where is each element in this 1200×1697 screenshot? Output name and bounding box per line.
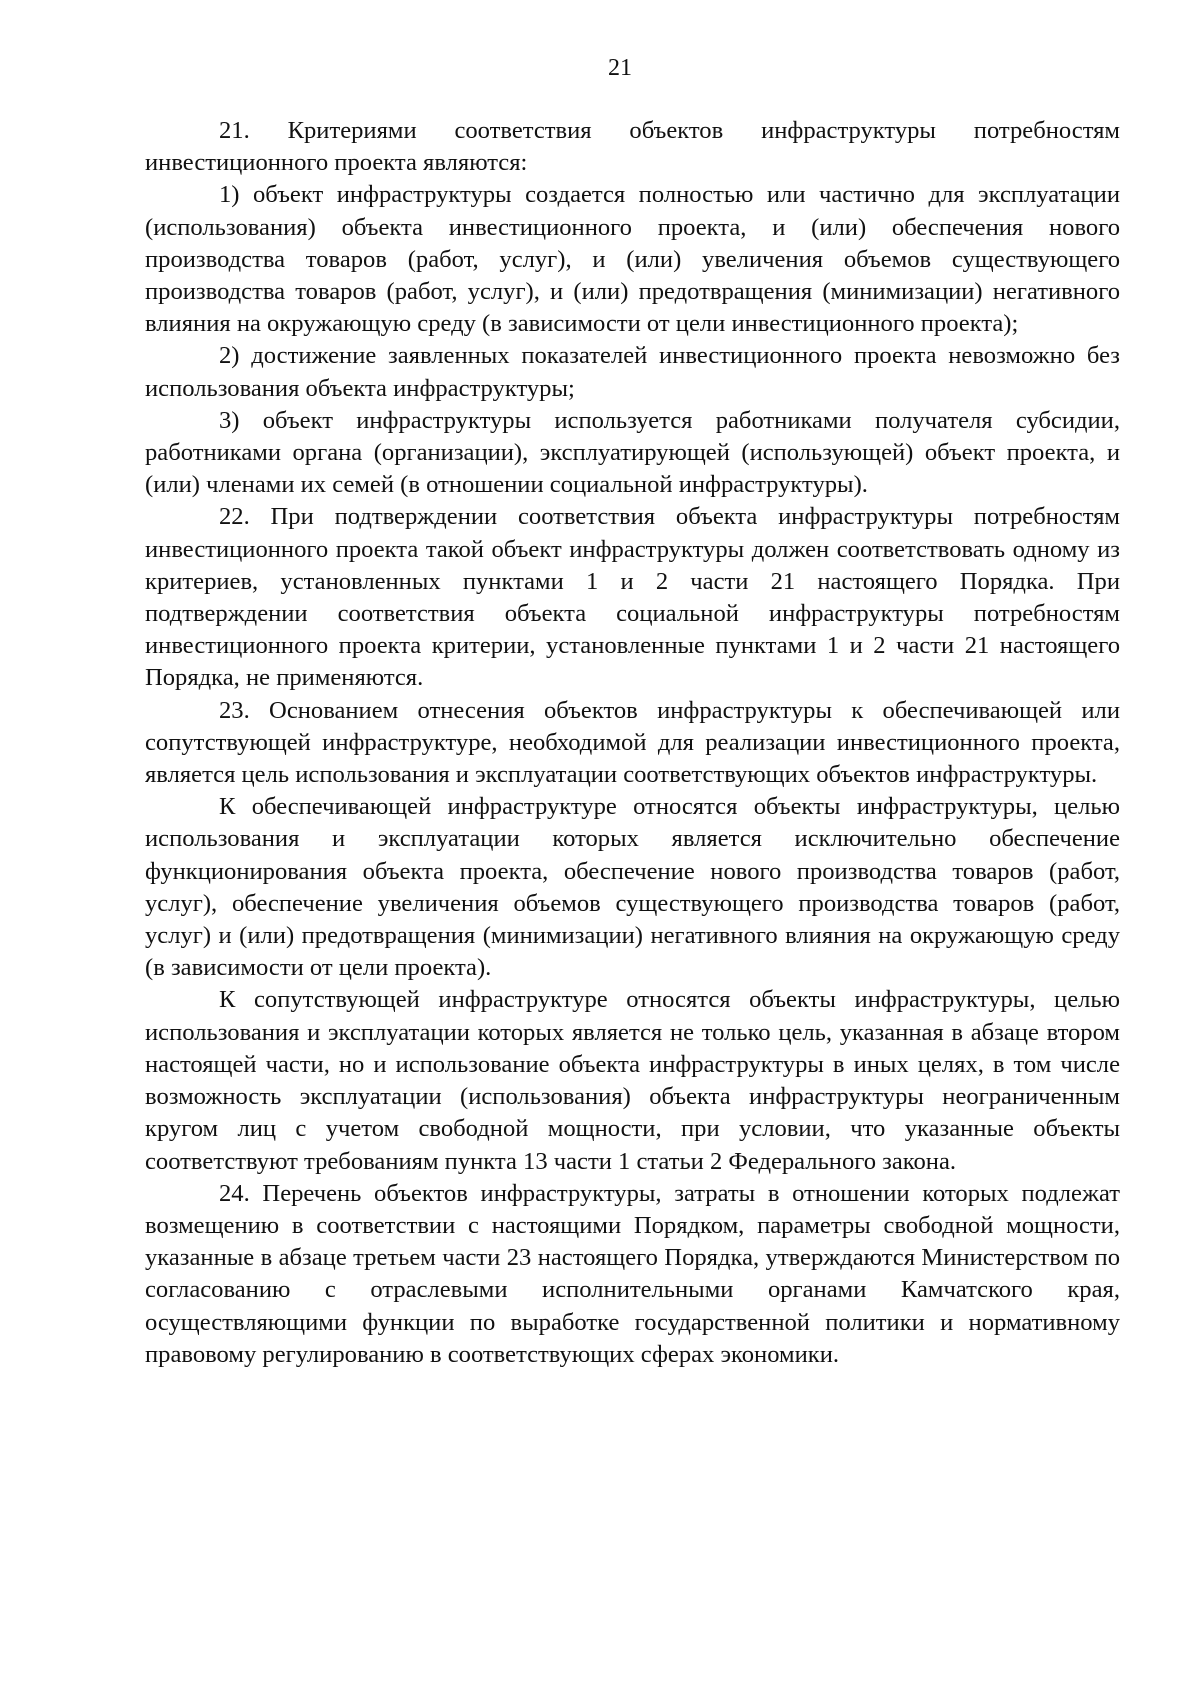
- paragraph-23-supporting-infrastructure: К обеспечивающей инфраструктуре относятся объекты инфраструктуры, целью использования и эксплуатации которых является исключительно обеспечение функционирования объекта проекта, обеспечение нового производства товаров (работ, услуг), обеспечение увеличения объемов существующего производства товаров (работ, услуг) и (или) предотвращения (минимизации) негативного влияния на окружающую среду (в зависимости от цели проекта).: [145, 793, 1120, 982]
- paragraph-22: 22. При подтверждении соответствия объекта инфраструктуры потребностям инвестиционного проекта такой объект инфраструктуры должен соответствовать одному из критериев, установленных пунктами 1 и 2 части 21 настоящего Порядка. При подтверждении соответствия объекта социальной инфраструктуры потребностям инвестиционного проекта критерии, установленные пунктами 1 и 2 части 21 настоящего Порядка, не применяются.: [145, 503, 1120, 692]
- paragraph-21-item-2: 2) достижение заявленных показателей инвестиционного проекта невозможно без использования объекта инфраструктуры;: [145, 342, 1120, 402]
- paragraph-21-item-1: 1) объект инфраструктуры создается полностью или частично для эксплуатации (использования) объекта инвестиционного проекта, и (или) обеспечения нового производства товаров (работ, услуг), и (или) увеличения объемов существующего производства товаров (работ, услуг), и (или) предотвращения (минимизации) негативного влияния на окружающую среду (в зависимости от цели инвестиционного проекта);: [145, 181, 1120, 338]
- page-number: 21: [608, 55, 632, 81]
- paragraph-23: 23. Основанием отнесения объектов инфраструктуры к обеспечивающей или сопутствующей инфраструктуре, необходимой для реализации инвестиционного проекта, является цель использования и эксплуатации соответствующих объектов инфраструктуры.: [145, 696, 1120, 789]
- paragraph-24: 24. Перечень объектов инфраструктуры, затраты в отношении которых подлежат возмещению в соответствии с настоящими Порядком, параметры свободной мощности, указанные в абзаце третьем части 23 настоящего Порядка, утверждаются Министерством по согласованию с отраслевыми исполнительными органами Камчатского края, осуществляющими функции по выработке государственной политики и нормативному правовому регулированию в соответствующих сферах экономики.: [145, 1179, 1120, 1368]
- paragraph-21-item-3: 3) объект инфраструктуры используется работниками получателя субсидии, работниками органа (организации), эксплуатирующей (использующей) объект проекта, и (или) членами их семей (в отношении социальной инфраструктуры).: [145, 406, 1120, 499]
- paragraph-21: 21. Критериями соответствия объектов инфраструктуры потребностям инвестиционного проекта являются:: [145, 117, 1120, 177]
- document-body: [145, 115, 1120, 1371]
- paragraph-23-accompanying-infrastructure: К сопутствующей инфраструктуре относятся объекты инфраструктуры, целью использования и эксплуатации которых является не только цель, указанная в абзаце втором настоящей части, но и использование объекта инфраструктуры в иных целях, в том числе возможность эксплуатации (использования) объекта инфраструктуры неограниченным кругом лиц с учетом свободной мощности, при условии, что указанные объекты соответствуют требованиям пункта 13 части 1 статьи 2 Федерального закона.: [145, 986, 1120, 1175]
